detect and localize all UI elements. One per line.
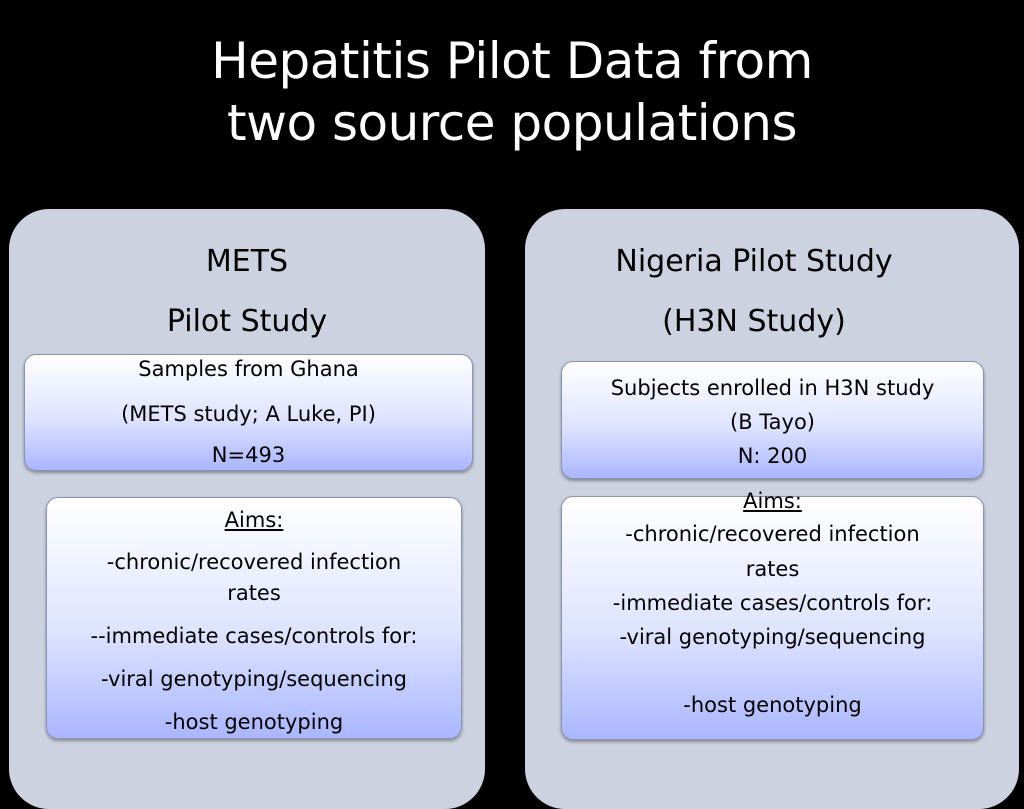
- mets-aims-label: Aims:: [224, 508, 284, 532]
- mets-subheading: Pilot Study: [166, 304, 328, 339]
- mets-heading: METS: [205, 244, 289, 279]
- nigeria-aims-box: [561, 489, 984, 740]
- mets-aims-item1b: rates: [227, 581, 281, 605]
- nigeria-subjects-line2: (B Tayo): [730, 410, 815, 434]
- mets-aims-item2: --immediate cases/controls for:: [90, 624, 418, 648]
- nigeria-subjects-box: [561, 361, 984, 479]
- nigeria-heading: Nigeria Pilot Study: [615, 244, 893, 279]
- slide-title: [0, 30, 1024, 154]
- mets-panel: [9, 209, 485, 809]
- mets-aims-item4: -host genotyping: [164, 710, 344, 734]
- nigeria-aims-item1a: -chronic/recovered infection: [625, 522, 920, 546]
- nigeria-aims-item3: -viral genotyping/sequencing: [619, 625, 926, 649]
- mets-samples-line2: (METS study; A Luke, PI): [121, 402, 376, 426]
- nigeria-aims-item4: -host genotyping: [683, 693, 862, 717]
- mets-samples-line1: Samples from Ghana: [138, 357, 359, 381]
- mets-samples-count: N=493: [211, 443, 286, 467]
- slide-title-line2: two source populations: [226, 94, 798, 152]
- nigeria-aims-label: Aims:: [743, 489, 802, 513]
- nigeria-subjects-line1: Subjects enrolled in H3N study: [610, 376, 935, 400]
- mets-samples-box: [24, 354, 473, 471]
- nigeria-aims-item1b: rates: [745, 557, 800, 581]
- nigeria-aims-item2: -immediate cases/controls for:: [612, 591, 933, 615]
- nigeria-subheading: (H3N Study): [662, 304, 846, 339]
- nigeria-panel: [525, 209, 1019, 809]
- mets-aims-item3: -viral genotyping/sequencing: [101, 667, 407, 691]
- mets-aims-item1a: -chronic/recovered infection: [106, 550, 402, 574]
- slide-title-line1: Hepatitis Pilot Data from: [211, 32, 813, 90]
- nigeria-subjects-count: N: 200: [737, 444, 808, 468]
- mets-aims-box: [46, 497, 462, 739]
